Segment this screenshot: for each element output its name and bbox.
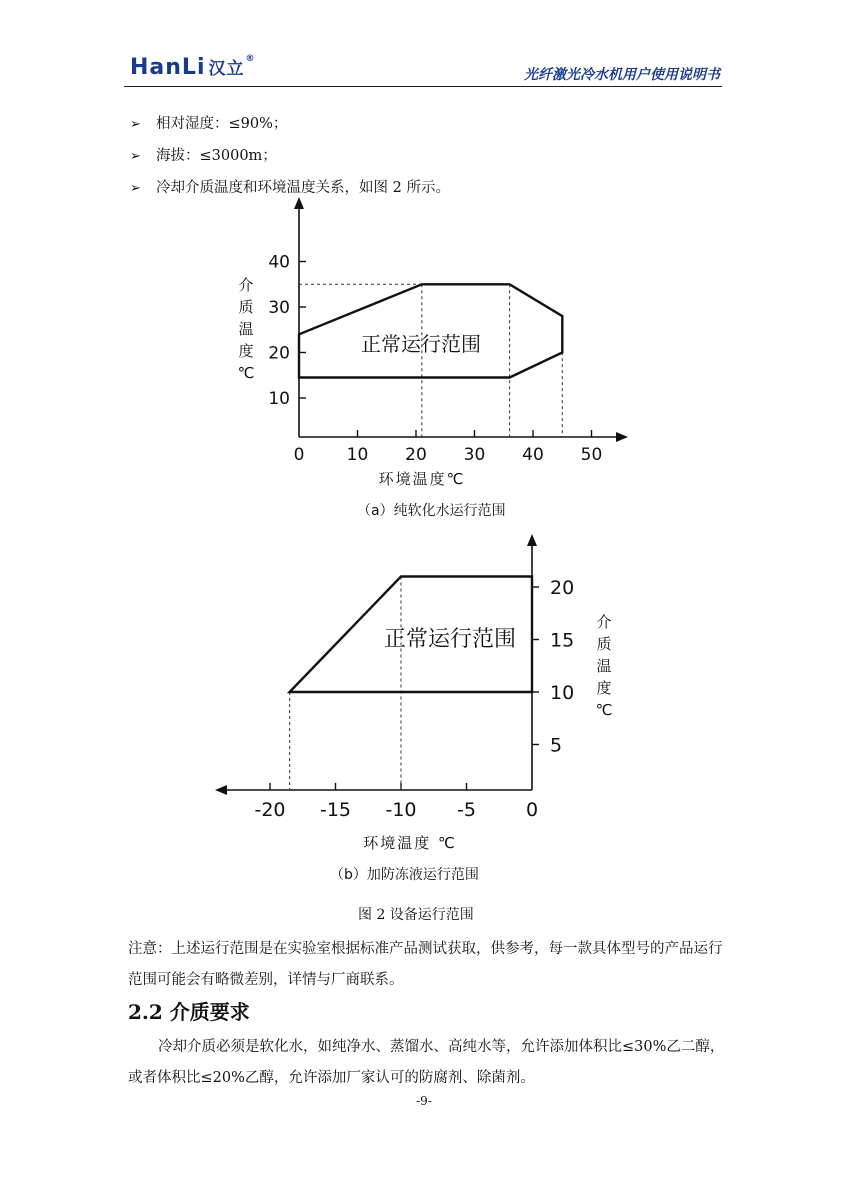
y-tick-label: 15 xyxy=(550,629,575,652)
region-label: 正常运行范围 xyxy=(361,332,481,356)
chart-b-caption: （b）加防冻液运行范围 xyxy=(330,867,479,883)
x-tick-label: -5 xyxy=(457,799,476,821)
x-tick-label: 20 xyxy=(405,445,427,465)
x-tick-label: 0 xyxy=(293,445,305,465)
y-axis-arrow xyxy=(527,534,537,546)
x-axis-label: 环境温度℃ xyxy=(378,470,466,488)
page-number: -9- xyxy=(416,1094,432,1108)
x-tick-label: -15 xyxy=(319,799,352,821)
y-tick-label: 10 xyxy=(550,682,575,704)
note-paragraph: 注意：上述运行范围是在实验室根据标准产品测试获取，供参考，每一款具体型号的产品运行范围可能会有略微差别，详情与厂商联系。 xyxy=(128,941,723,988)
x-axis-arrow xyxy=(616,432,628,442)
logo-cn: 汉立 xyxy=(208,59,245,79)
arrow-bullet-icon: ➢ xyxy=(130,117,141,132)
y-tick-label: 40 xyxy=(268,252,290,273)
region-label: 正常运行范围 xyxy=(383,627,517,652)
figure-caption: 图 2 设备运行范围 xyxy=(358,907,474,923)
arrow-bullet-icon: ➢ xyxy=(130,149,141,164)
x-tick-label: 0 xyxy=(525,799,539,821)
y-tick-label: 10 xyxy=(268,389,290,409)
y-tick-label: 5 xyxy=(550,734,563,757)
section-body: 冷却介质必须是软化水，如纯净水、蒸馏水、高纯水等，允许添加体积比≤30%乙二醇，或者体积比≤20%乙醇，允许添加厂家认可的防腐剂、除菌剂。 xyxy=(128,1039,725,1086)
bullet-text: 冷却介质温度和环境温度关系，如图 2 所示。 xyxy=(156,180,450,196)
y-axis-arrow xyxy=(294,197,304,209)
y-tick-label: 30 xyxy=(268,298,290,318)
x-tick-label: 40 xyxy=(522,445,544,465)
arrow-bullet-icon: ➢ xyxy=(130,181,141,196)
x-tick-label: 30 xyxy=(463,445,486,465)
y-axis-label: 介质温度℃ xyxy=(237,276,255,382)
chart-b-group xyxy=(215,534,612,852)
bullet-text: 相对湿度：≤90%； xyxy=(156,116,288,132)
manual-title: 光纤激光冷水机用户使用说明书 xyxy=(524,67,720,83)
chart-a-group xyxy=(238,197,628,488)
y-tick-label: 20 xyxy=(268,343,290,364)
x-tick-label: -10 xyxy=(385,799,417,821)
bullet-text: 海拔：≤3000m； xyxy=(156,148,277,164)
x-tick-label: 10 xyxy=(346,445,369,465)
logo-text: HanLi xyxy=(130,55,206,80)
x-tick-label: 50 xyxy=(580,445,603,465)
chart-a-caption: （a）纯软化水运行范围 xyxy=(357,503,506,519)
section-title: 2.2 介质要求 xyxy=(128,1000,250,1024)
x-tick-label: -20 xyxy=(254,799,286,821)
x-axis-label: 环境温度 ℃ xyxy=(363,834,457,852)
x-axis-arrow xyxy=(215,785,227,795)
y-tick-label: 20 xyxy=(550,577,575,599)
y-axis-label: 介质温度℃ xyxy=(595,613,613,719)
registered-mark: ® xyxy=(245,54,256,64)
operating-region xyxy=(299,284,562,377)
